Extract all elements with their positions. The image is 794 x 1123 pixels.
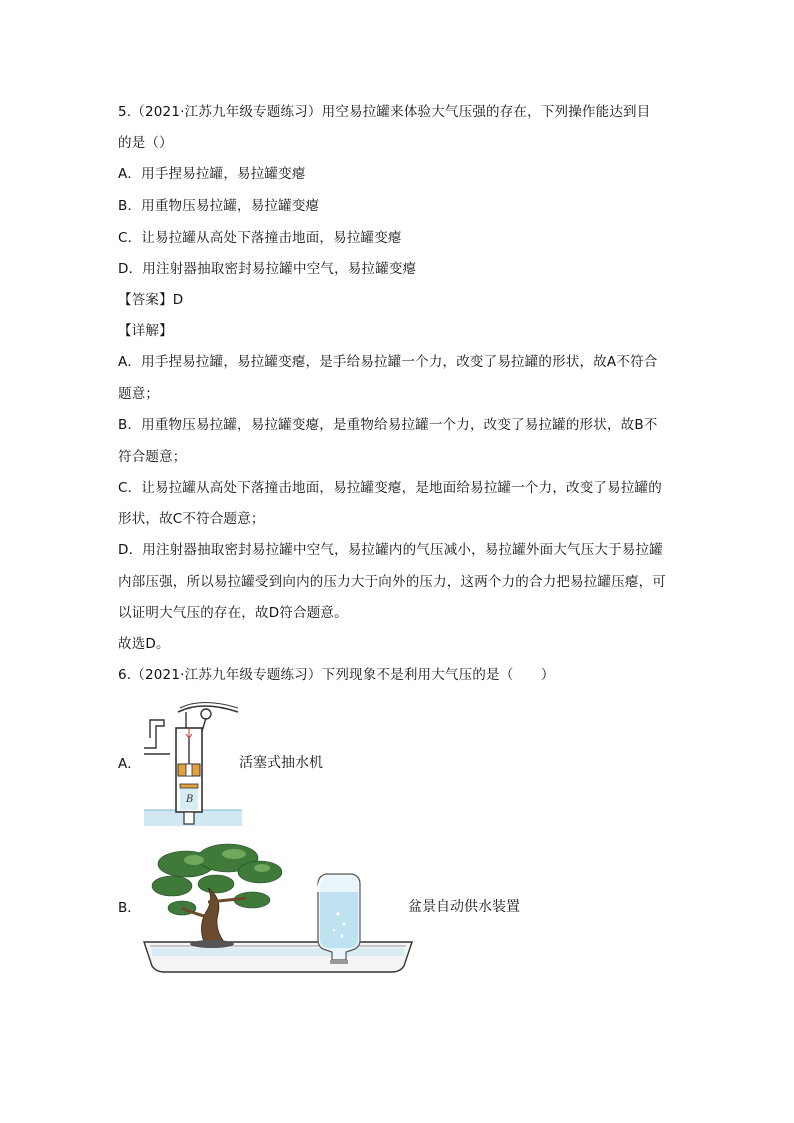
q6-option-a-label: A．: [118, 756, 141, 772]
q5-option-a: A．用手捏易拉罐，易拉罐变瘪: [118, 166, 306, 182]
q5-answer: 【答案】D: [118, 292, 184, 308]
q5-detail-heading: 【详解】: [118, 323, 173, 339]
q5-explanation-line: B．用重物压易拉罐，易拉罐变瘪，是重物给易拉罐一个力，改变了易拉罐的形状，故B不: [118, 417, 658, 433]
q5-stem-line1: 5.（2021·江苏九年级专题练习）用空易拉罐来体验大气压强的存在，下列操作能达到目: [118, 104, 651, 120]
q5-option-d: D．用注射器抽取密封易拉罐中空气，易拉罐变瘪: [118, 261, 417, 277]
piston-pump-illustration: [142, 698, 242, 826]
q5-explanation-line: C．让易拉罐从高处下落撞击地面，易拉罐变瘪，是地面给易拉罐一个力，改变了易拉罐的: [118, 480, 662, 496]
q6-option-a-caption: 活塞式抽水机: [239, 755, 323, 771]
q5-explanation-line: 形状，故C不符合题意；: [118, 511, 265, 527]
q6-option-b-label: B．: [118, 900, 141, 916]
piston-pump-letter-b: B: [186, 794, 194, 805]
q6-stem: 6.（2021·江苏九年级专题练习）下列现象不是利用大气压的是（ ）: [118, 667, 555, 683]
q5-explanation-line: A．用手捏易拉罐，易拉罐变瘪，是手给易拉罐一个力，改变了易拉罐的形状，故A不符合: [118, 354, 658, 370]
q5-stem-line2: 的是（）: [118, 135, 173, 151]
q5-explanation-line: 以证明大气压的存在，故D符合题意。: [118, 605, 348, 621]
q5-explanation-line: 题意；: [118, 386, 160, 402]
q5-explanation-line: 符合题意；: [118, 449, 187, 465]
q5-option-b: B．用重物压易拉罐，易拉罐变瘪: [118, 198, 320, 214]
q5-explanation-line: 内部压强，所以易拉罐受到向内的压力大于向外的压力，这两个力的合力把易拉罐压瘪，可: [118, 574, 666, 590]
q5-option-c: C．让易拉罐从高处下落撞击地面，易拉罐变瘪: [118, 230, 402, 246]
q5-conclusion: 故选D。: [118, 636, 170, 652]
q6-option-b-caption: 盆景自动供水装置: [408, 899, 520, 915]
bonsai-water-supply-illustration: [142, 842, 414, 974]
q5-explanation-line: D．用注射器抽取密封易拉罐中空气，易拉罐内的气压减小，易拉罐外面大气压大于易拉罐: [118, 542, 663, 558]
